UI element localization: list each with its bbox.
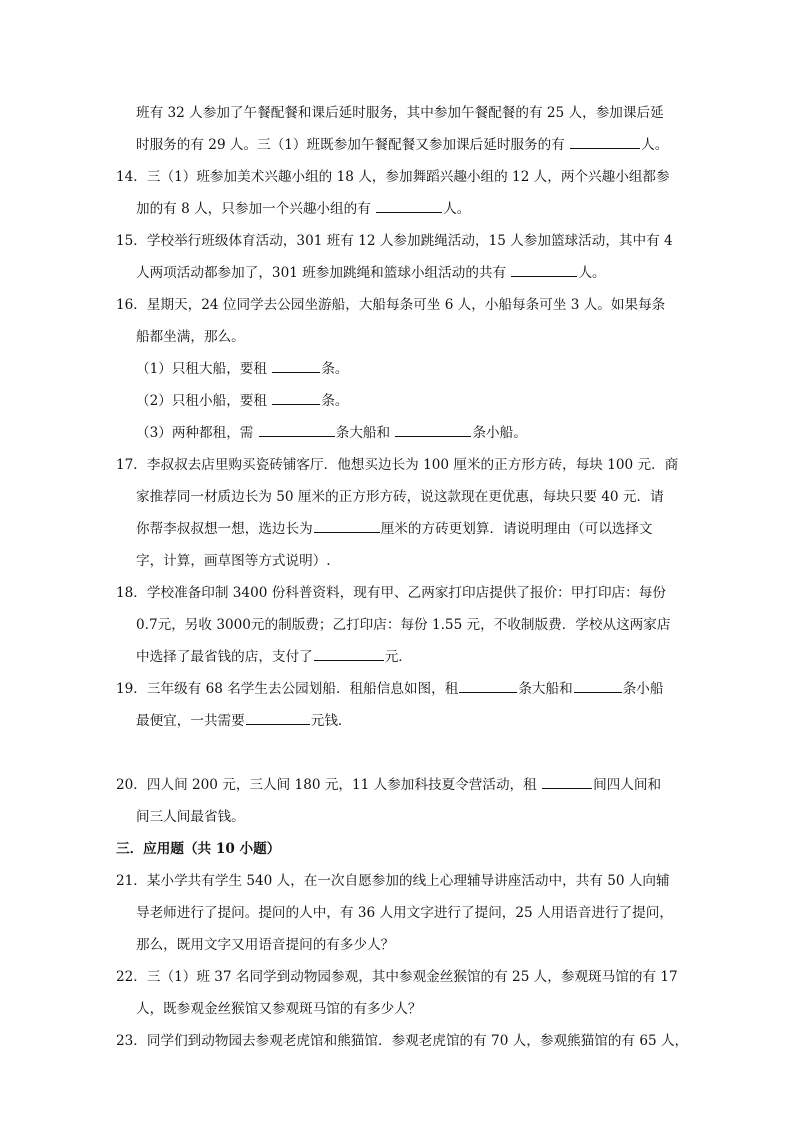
text-segment: 元．	[384, 649, 412, 665]
text-segment: 18．学校准备印制 3400 份科普资料，现有甲、乙两家打印店提供了报价：甲打印店：每份	[116, 585, 666, 601]
text-line	[136, 327, 245, 347]
text-segment: 导老师进行了提问。提问的人中，有 36 人用文字进行了提问，25 人用语音进行了提问，	[136, 905, 673, 921]
text-segment: 船都坐满，那么。	[136, 329, 245, 345]
text-segment: （3）两种都租，需	[136, 425, 258, 441]
text-segment: 厘米的方砖更划算．请说明理由（可以选择文	[380, 521, 653, 537]
text-segment: 19．三年级有 68 名学生去公园划船．租船信息如图，租	[116, 681, 459, 697]
text-line	[136, 647, 412, 667]
text-segment: 条。	[321, 393, 349, 409]
text-segment: 人，既参观金丝猴馆又参观斑马馆的有多少人？	[136, 1001, 422, 1017]
text-line	[136, 807, 245, 827]
text-segment: 最便宜，一共需要	[136, 713, 245, 729]
text-line	[116, 295, 665, 315]
answer-blank	[511, 263, 577, 277]
section-heading	[116, 839, 280, 859]
text-segment: 16．星期天，24 位同学去公园坐游船，大船每条可坐 6 人，小船每条可坐 3 人。如果每条	[116, 297, 666, 313]
text-line	[136, 359, 349, 379]
answer-blank	[272, 359, 320, 373]
text-segment: 条小船。	[472, 425, 527, 441]
text-segment: 元钱．	[310, 713, 352, 729]
answer-blank	[272, 391, 320, 405]
answer-blank	[314, 647, 384, 661]
text-segment: 15．学校举行班级体育活动，301 班有 12 人参加跳绳活动，15 人参加篮球活动，其中有 4	[116, 233, 673, 249]
answer-blank	[459, 679, 517, 693]
text-line	[116, 583, 666, 603]
text-segment: 23．同学们到动物园去参观老虎馆和熊猫馆．参观老虎馆的有 70 人，参观熊猫馆的有 65 人，	[116, 1033, 689, 1049]
text-line	[136, 423, 527, 443]
text-line	[136, 551, 331, 571]
text-segment: 时服务的有 29 人。三（1）班既参加午餐配餐又参加课后延时服务的有	[136, 137, 570, 153]
text-line	[116, 871, 670, 891]
text-segment: 人。	[578, 265, 606, 281]
text-segment: 字，计算，画草图等方式说明）.	[136, 553, 331, 569]
text-line	[116, 167, 670, 187]
text-line	[116, 1031, 688, 1051]
text-line	[136, 615, 670, 635]
text-line	[136, 199, 470, 219]
text-segment: 你帮李叔叔想一想，选边长为	[136, 521, 313, 537]
text-segment: 人。	[641, 137, 669, 153]
text-segment: （2）只租小船，要租	[136, 393, 272, 409]
text-segment: （1）只租大船，要租	[136, 361, 272, 377]
text-line	[136, 135, 668, 155]
text-line	[116, 231, 673, 251]
answer-blank	[542, 775, 592, 789]
answer-blank	[246, 711, 310, 725]
text-segment: 0.7元，另收 3000元的制版费；乙打印店：每份 1.55 元，不收制版费．学校从这两家店	[136, 617, 671, 633]
text-segment: 14．三（1）班参加美术兴趣小组的 18 人，参加舞蹈兴趣小组的 12 人，两个兴趣小组都参	[116, 169, 670, 185]
text-segment: 家推荐同一材质边长为 50 厘米的正方形方砖，说这款现在更优惠，每块只要 40 元．请	[136, 489, 664, 505]
text-segment: 加的有 8 人，只参加一个兴趣小组的有	[136, 201, 376, 217]
text-line	[136, 903, 673, 923]
text-line	[136, 391, 349, 411]
answer-blank	[314, 519, 380, 533]
text-line	[136, 103, 664, 123]
text-line	[116, 679, 663, 699]
text-line	[136, 519, 653, 539]
text-segment: 条大船和	[518, 681, 573, 697]
text-segment: 22．三（1）班 37 名同学到动物园参观，其中参观金丝猴馆的有 25 人，参观斑马馆的有 17	[116, 969, 678, 985]
text-segment: 条小船	[622, 681, 664, 697]
text-line	[136, 999, 421, 1019]
text-segment: 条大船和	[335, 425, 395, 441]
text-segment: 人两项活动都参加了，301 班参加跳绳和篮球小组活动的共有	[136, 265, 511, 281]
text-line	[136, 263, 606, 283]
text-segment: 中选择了最省钱的店，支付了	[136, 649, 313, 665]
text-segment: 20．四人间 200 元，三人间 180 元，11 人参加科技夏令营活动，租	[116, 777, 542, 793]
text-segment: 条。	[321, 361, 349, 377]
answer-blank	[259, 423, 335, 437]
answer-blank	[395, 423, 471, 437]
text-line	[136, 487, 664, 507]
text-line	[116, 967, 678, 987]
text-segment: 间三人间最省钱。	[136, 809, 245, 825]
text-line	[136, 935, 394, 955]
answer-blank	[570, 135, 640, 149]
text-segment: 三．应用题（共 10 小题）	[116, 841, 281, 857]
text-line	[116, 455, 678, 475]
answer-blank	[574, 679, 622, 693]
text-segment: 那么，既用文字又用语音提问的有多少人？	[136, 937, 395, 953]
text-segment: 班有 32 人参加了午餐配餐和课后延时服务，其中参加午餐配餐的有 25 人，参加课后延	[136, 105, 664, 121]
text-segment: 21．某小学共有学生 540 人，在一次自愿参加的线上心理辅导讲座活动中，共有 50 人向辅	[116, 873, 670, 889]
text-segment: 17．李叔叔去店里购买瓷砖铺客厅．他想买边长为 100 厘米的正方形方砖，每块 100 元．商	[116, 457, 679, 473]
text-line	[136, 711, 352, 731]
text-line	[116, 775, 661, 795]
text-segment: 人。	[443, 201, 471, 217]
answer-blank	[376, 199, 442, 213]
text-segment: 间四人间和	[593, 777, 662, 793]
